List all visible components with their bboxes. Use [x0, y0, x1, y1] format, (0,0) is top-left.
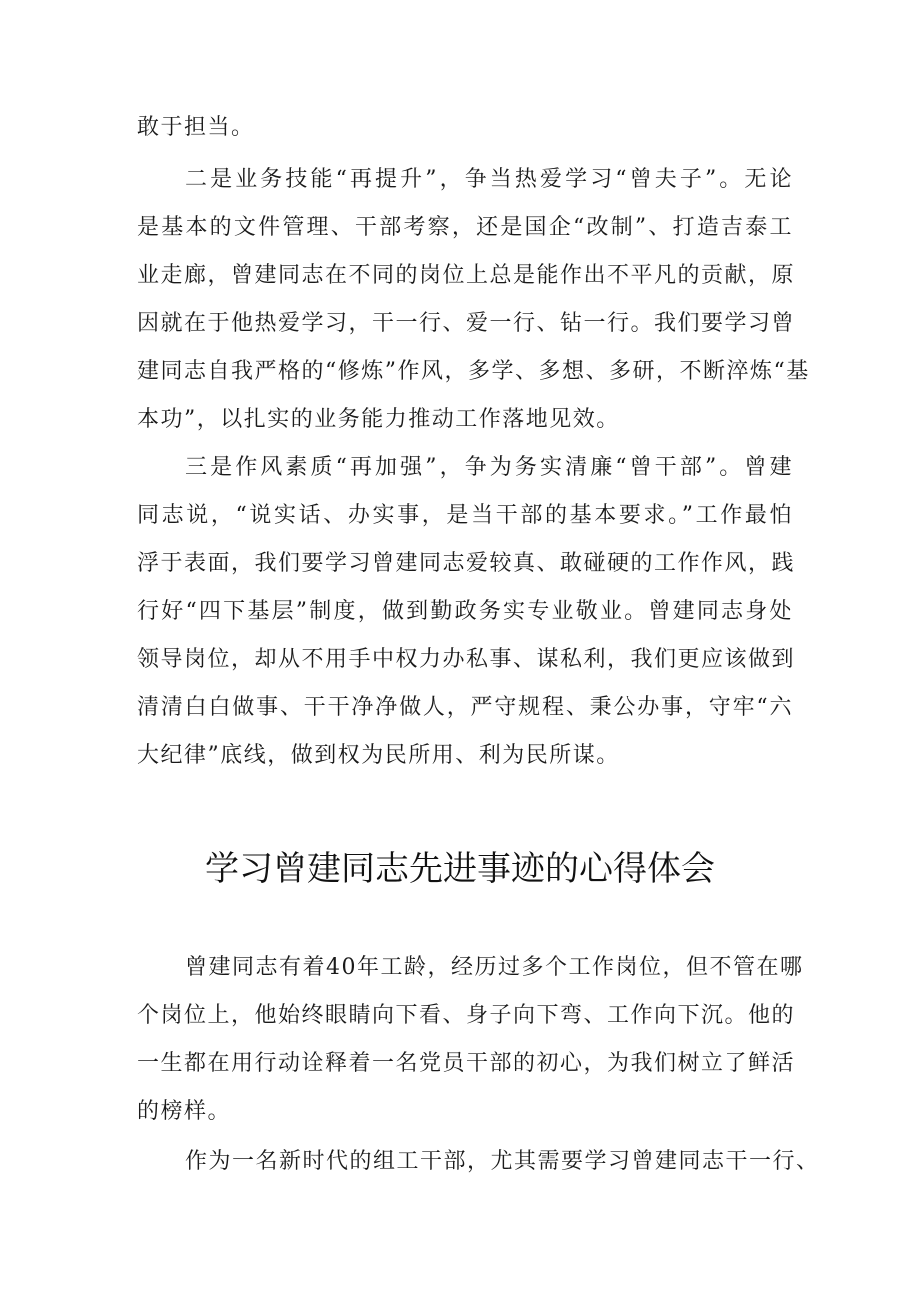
paragraph-intro	[137, 944, 804, 1136]
text-line: 因就在于他热爱学习，干一行、爱一行、钻一行。我们要学习曾	[137, 311, 796, 336]
paragraph-organization-cadre	[137, 1138, 820, 1186]
text-line: 三是作风素质“再加强”，争为务实清廉“曾干部”。曾建	[185, 455, 793, 480]
text-line: 作为一名新时代的组工干部，尤其需要学习曾建同志干一行、	[185, 1149, 820, 1174]
paragraph-business-skills	[137, 156, 810, 444]
paragraph-continuation	[137, 104, 793, 152]
text-line: 的榜样。	[137, 1099, 232, 1124]
text-line: 领导岗位，却从不用手中权力办私事、谋私利，我们更应该做到	[137, 647, 796, 672]
text-line: 大纪律”底线，做到权为民所用、利为民所谋。	[137, 743, 620, 768]
text-line: 曾建同志有着40年工龄，经历过多个工作岗位，但不管在哪	[185, 955, 804, 980]
text-line: 本功”，以扎实的业务能力推动工作落地见效。	[137, 407, 620, 432]
text-line: 建同志自我严格的“修炼”作风，多学、多想、多研，不断淬炼“基	[137, 359, 810, 384]
text-line: 敢于担当。	[137, 115, 255, 140]
text-line: 是基本的文件管理、干部考察，还是国企“改制”、打造吉泰工	[137, 215, 793, 240]
text-line: 行好“四下基层”制度，做到勤政务实专业敬业。曾建同志身处	[137, 599, 793, 624]
text-line: 个岗位上，他始终眼睛向下看、身子向下弯、工作向下沉。他的	[137, 1003, 796, 1028]
document-title: 学习曾建同志先进事迹的心得体会	[205, 849, 715, 889]
text-line: 二是业务技能“再提升”，争当热爱学习“曾夫子”。无论	[185, 167, 793, 192]
paragraph-work-style	[137, 444, 796, 780]
text-line: 浮于表面，我们要学习曾建同志爱较真、敢碰硬的工作作风，践	[137, 551, 796, 576]
text-line: 同志说，“说实话、办实事，是当干部的基本要求。”工作最怕	[137, 503, 793, 528]
text-line: 清清白白做事、干干净净做人，严守规程、秉公办事，守牢“六	[137, 695, 793, 720]
text-line: 业走廊，曾建同志在不同的岗位上总是能作出不平凡的贡献，原	[137, 263, 796, 288]
text-line: 一生都在用行动诠释着一名党员干部的初心，为我们树立了鲜活	[137, 1051, 796, 1076]
